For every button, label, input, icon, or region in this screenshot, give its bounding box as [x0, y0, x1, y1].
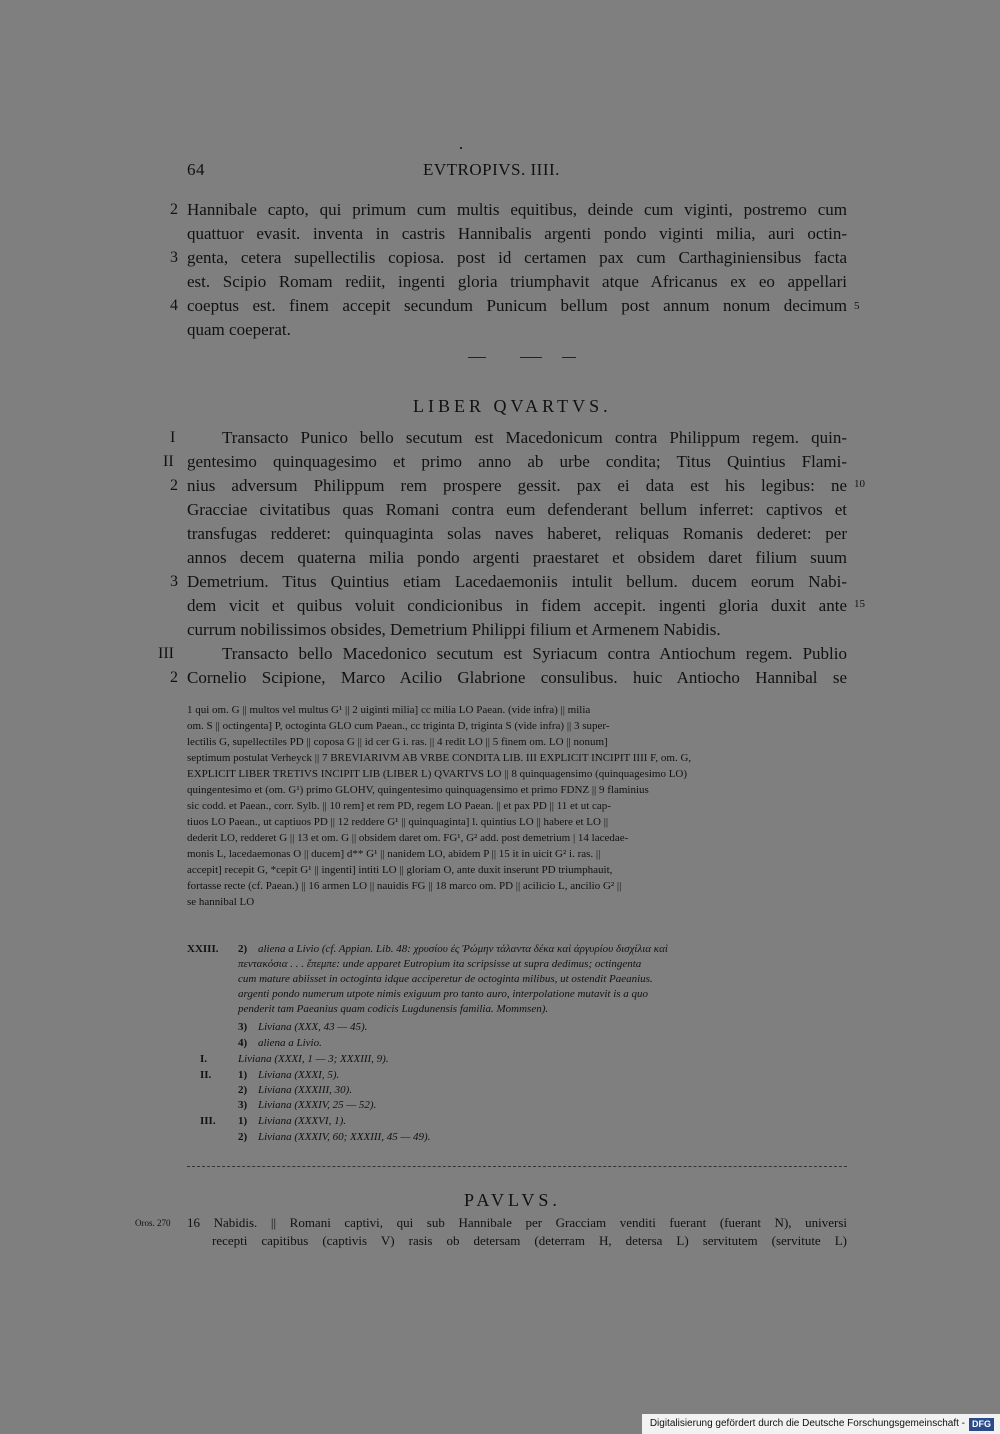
- text-line: gentesimo quinquagesimo et primo anno ab urbe condita; Titus Quintius Flami-: [187, 452, 847, 471]
- note-text: Liviana (XXXI, 1 — 3; XXXIII, 9).: [238, 1053, 389, 1065]
- note-number: 2): [238, 943, 248, 955]
- line-number: 15: [854, 598, 865, 610]
- text-line: transfugas redderet: quinquaginta solas naves haberet, reliquas Romanis dederet: per: [187, 524, 847, 543]
- chapter-number: III: [158, 645, 174, 662]
- section-number: 4: [170, 297, 178, 314]
- text-line: Transacto Punico bello secutum est Macedonicum contra Philippum regem. quin-: [222, 428, 847, 447]
- section-number: 3: [170, 249, 178, 266]
- apparatus-line: 1 qui om. G || multos vel multus G¹ || 2 uiginti milia] cc milia LO Paean. (vide infra) || milia: [187, 704, 591, 716]
- section-number: 2: [170, 669, 178, 686]
- note-number: 1): [238, 1115, 248, 1127]
- footer-text: Digitalisierung gefördert durch die Deutsche Forschungsgemeinschaft -: [649, 1418, 965, 1429]
- note-text: πεντακόσια . . . ἔπεμπε: unde apparet Eutropium ita scripsisse ut supra dedimus; octingenta: [238, 958, 642, 970]
- apparatus-line: se hannibal LO: [187, 896, 255, 908]
- text-line: Hannibale capto, qui primum cum multis equitibus, deinde cum viginti, postremo cum: [187, 200, 847, 219]
- apparatus-line: om. S || octingenta] P, octoginta GLO cum Paean., cc triginta D, triginta S (vide infra) || 3 super-: [187, 720, 610, 732]
- separator-dash: [468, 357, 486, 358]
- text-line: currum nobilissimos obsides, Demetrium Philippi filium et Armenem Nabidis.: [187, 620, 721, 639]
- note-number: 1): [238, 1069, 248, 1081]
- apparatus-line: EXPLICIT LIBER TRETIVS INCIPIT LIB (LIBER L) QVARTVS LO || 8 quinquagensimo (quinquagesimo LO): [187, 768, 688, 780]
- apparatus-line: monis L, lacedaemonas O || ducem] d** G¹ || nanidem LO, abidem P || 15 it in uicit G² i. ras. ||: [187, 848, 601, 860]
- text-line: Cornelio Scipione, Marco Acilio Glabrione consulibus. huic Antiocho Hannibal se: [187, 668, 847, 687]
- separator-dash: [562, 357, 576, 358]
- dot-mark: [460, 147, 462, 149]
- note-number: 2): [238, 1084, 248, 1096]
- apparatus-line: accepit] recepit G, *cepit G¹ || ingenti] intiti LO || gloriam O, ante duxit inserunt PD triumphauit,: [187, 864, 613, 876]
- note-text: Liviana (XXXI, 5).: [258, 1069, 340, 1081]
- paulus-line: recepti capitibus (captivis V) rasis ob detersam (deterram H, detersa L) servitutem (servitute L): [212, 1233, 847, 1248]
- note-text: penderit tam Paeanius quam codicis Lugdunensis familia. Mommsen).: [238, 1003, 549, 1015]
- text-line: coeptus est. finem accepit secundum Punicum bellum post annum nonum decimum: [187, 296, 847, 315]
- text-line: quattuor evasit. inventa in castris Hannibalis argenti pondo viginti milia, auri octin-: [187, 224, 847, 243]
- note-text: Liviana (XXXIV, 25 — 52).: [258, 1099, 377, 1111]
- text-line: est. Scipio Romam rediit, ingenti gloria triumphavit atque Africanus ex eo appellari: [187, 272, 847, 291]
- note-text: Liviana (XXXIV, 60; XXXIII, 45 — 49).: [258, 1131, 431, 1143]
- note-text: Liviana (XXXVI, 1).: [258, 1115, 346, 1127]
- chapter-number: I: [170, 429, 176, 446]
- text-line: quam coeperat.: [187, 320, 291, 339]
- apparatus-line: sic codd. et Paean., corr. Sylb. || 10 rem] et rem PD, regem LO Paean. || et pax PD || 11 et ut cap-: [187, 800, 611, 812]
- orosius-reference: Oros. 270: [135, 1218, 171, 1228]
- text-line: Gracciae civitatibus quas Romani contra eum defenderant bellum inferret: captivos et: [187, 500, 847, 519]
- page-number: 64: [187, 160, 205, 179]
- section-rule: [187, 1166, 847, 1167]
- note-number: 2): [238, 1131, 248, 1143]
- text-line: annos decem quaterna milia pondo argenti praestaret et obsidem daret filium suum: [187, 548, 847, 567]
- paulus-line: 16 Nabidis. || Romani captivi, qui sub Hannibale per Gracciam venditi fuerant (fuerant N), universi: [187, 1215, 847, 1230]
- apparatus-line: septimum postulat Verheyck || 7 BREVIARIVM AB VRBE CONDITA LIB. III EXPLICIT INCIPIT IIII F, om. G,: [187, 752, 692, 764]
- text-line: nius adversum Philippum rem prospere gessit. pax ei data est his legibus: ne: [187, 476, 847, 495]
- note-text: Liviana (XXXIII, 30).: [258, 1084, 353, 1096]
- text-line: Transacto bello Macedonico secutum est Syriacum contra Antiochum regem. Publio: [222, 644, 847, 663]
- section-number: 2: [170, 477, 178, 494]
- note-text: aliena a Livio.: [258, 1037, 322, 1049]
- note-text: argenti pondo numerum utpote nimis exiguum pro tanto auro, interpolatione mutavit is a quo: [238, 988, 649, 1000]
- section-number: 3: [170, 573, 178, 590]
- separator-dash: [520, 357, 542, 358]
- note-label: II.: [200, 1069, 212, 1081]
- note-label: III.: [200, 1115, 216, 1127]
- line-number: 10: [854, 478, 865, 490]
- funding-footer: [642, 1414, 1000, 1434]
- paulus-title: PAVLVS.: [464, 1190, 561, 1210]
- text-line: genta, cetera supellectilis copiosa. post id certamen pax cum Carthaginiensibus facta: [187, 248, 847, 267]
- note-text: aliena a Livio (cf. Appian. Lib. 48: χρυσίου ἐς Ῥώμην τάλαντα δέκα καὶ ἀργυρίου δισχίλια καὶ: [258, 943, 668, 955]
- note-label: XXIII.: [187, 943, 219, 955]
- note-label: I.: [200, 1053, 208, 1065]
- apparatus-line: dederit LO, redderet G || 13 et om. G || obsidem daret om. FG¹, G² add. post demetrium | 14 lacedae-: [187, 832, 629, 844]
- apparatus-line: tiuos LO Paean., ut captiuos PD || 12 reddere G¹ || quinquaginta] l. quintius LO || habere et LO ||: [187, 816, 609, 828]
- section-number: 2: [170, 201, 178, 218]
- chapter-number: II: [163, 453, 174, 470]
- text-line: dem vicit et quibus voluit condicionibus in fidem accepit. ingenti gloria duxit ante: [187, 596, 847, 615]
- line-number: 5: [854, 300, 860, 312]
- note-text: cum mature abiisset in octoginta idque acciperetur de octoginta milibus, ut ostendit Paeanius.: [238, 973, 653, 985]
- note-number: 4): [238, 1037, 248, 1049]
- note-text: Liviana (XXX, 43 — 45).: [258, 1021, 368, 1033]
- apparatus-line: lectilis G, supellectiles PD || coposa G || id cer G i. ras. || 4 redit LO || 5 finem om. LO || nonum]: [187, 736, 608, 748]
- note-number: 3): [238, 1021, 248, 1033]
- book-title: LIBER QVARTVS.: [413, 396, 612, 416]
- apparatus-line: quingentesimo et (om. G¹) primo GLOHV, quingentesimo quinquagensimo et primo FDNZ || 9 flaminius: [187, 784, 649, 796]
- note-number: 3): [238, 1099, 248, 1111]
- running-title: EVTROPIVS. IIII.: [423, 160, 560, 179]
- dfg-logo: DFG: [969, 1418, 994, 1431]
- apparatus-line: fortasse recte (cf. Paean.) || 16 armen LO || nauidis FG || 18 marco om. PD || acilicio L, ancilio G² ||: [187, 880, 622, 892]
- text-line: Demetrium. Titus Quintius etiam Lacedaemoniis intulit bellum. ducem eorum Nabi-: [187, 572, 847, 591]
